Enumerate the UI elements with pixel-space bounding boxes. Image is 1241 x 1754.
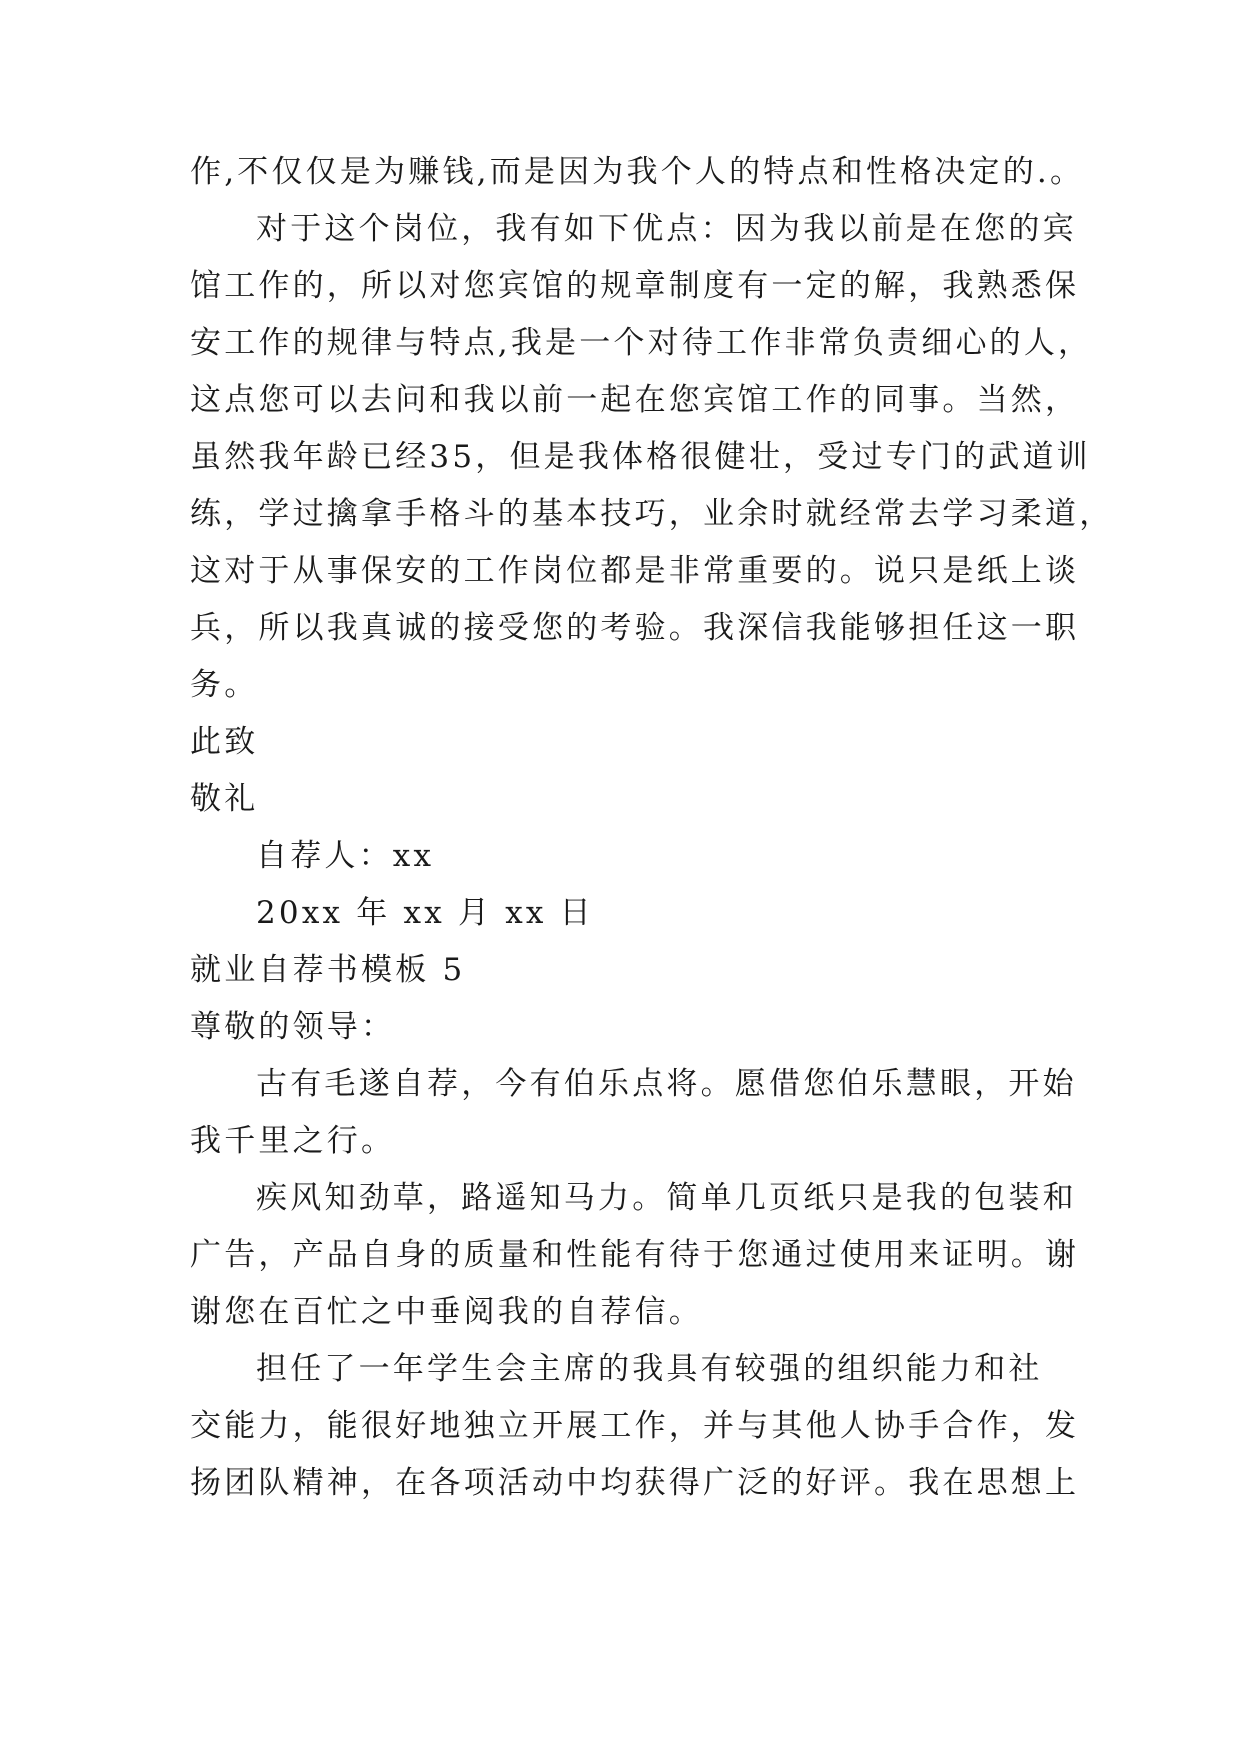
text-line: 安工作的规律与特点,我是一个对待工作非常负责细心的人， xyxy=(190,325,1093,361)
text-line: 担任了一年学生会主席的我具有较强的组织能力和社 xyxy=(256,1351,1043,1387)
text-line: 兵，所以我真诚的接受您的考验。我深信我能够担任这一职 xyxy=(190,610,1080,646)
signature-line: 自荐人：xx xyxy=(256,838,435,874)
date-line: 20xx 年 xx 月 xx 日 xyxy=(256,895,594,931)
text-line: 扬团队精神，在各项活动中均获得广泛的好评。我在思想上 xyxy=(190,1465,1080,1501)
text-line: 虽然我年龄已经35，但是我体格很健壮，受过专门的武道训 xyxy=(190,439,1091,475)
greeting: 尊敬的领导： xyxy=(190,1009,396,1045)
text-line: 疾风知劲草，路遥知马力。简单几页纸只是我的包装和 xyxy=(256,1180,1077,1216)
text-line: 练，学过擒拿手格斗的基本技巧，业余时就经常去学习柔道， xyxy=(190,496,1114,532)
text-line: 谢您在百忙之中垂阅我的自荐信。 xyxy=(190,1294,703,1330)
text-line: 交能力，能很好地独立开展工作，并与其他人协手合作，发 xyxy=(190,1408,1080,1444)
text-line: 这对于从事保安的工作岗位都是非常重要的。说只是纸上谈 xyxy=(190,553,1080,589)
closing-salutation: 敬礼 xyxy=(190,781,259,817)
section-heading: 就业自荐书模板 5 xyxy=(190,952,466,988)
text-line: 作,不仅仅是为赚钱,而是因为我个人的特点和性格决定的.。 xyxy=(190,154,1085,190)
text-line: 务。 xyxy=(190,667,259,703)
text-line: 这点您可以去问和我以前一起在您宾馆工作的同事。当然， xyxy=(190,382,1080,418)
text-line: 广告，产品自身的质量和性能有待于您通过使用来证明。谢 xyxy=(190,1237,1080,1273)
text-line: 古有毛遂自荐，今有伯乐点将。愿借您伯乐慧眼，开始 xyxy=(256,1066,1077,1102)
text-line: 对于这个岗位，我有如下优点：因为我以前是在您的宾 xyxy=(256,211,1077,247)
text-line: 馆工作的，所以对您宾馆的规章制度有一定的解，我熟悉保 xyxy=(190,268,1080,304)
closing-salutation: 此致 xyxy=(190,724,259,760)
text-line: 我千里之行。 xyxy=(190,1123,396,1159)
